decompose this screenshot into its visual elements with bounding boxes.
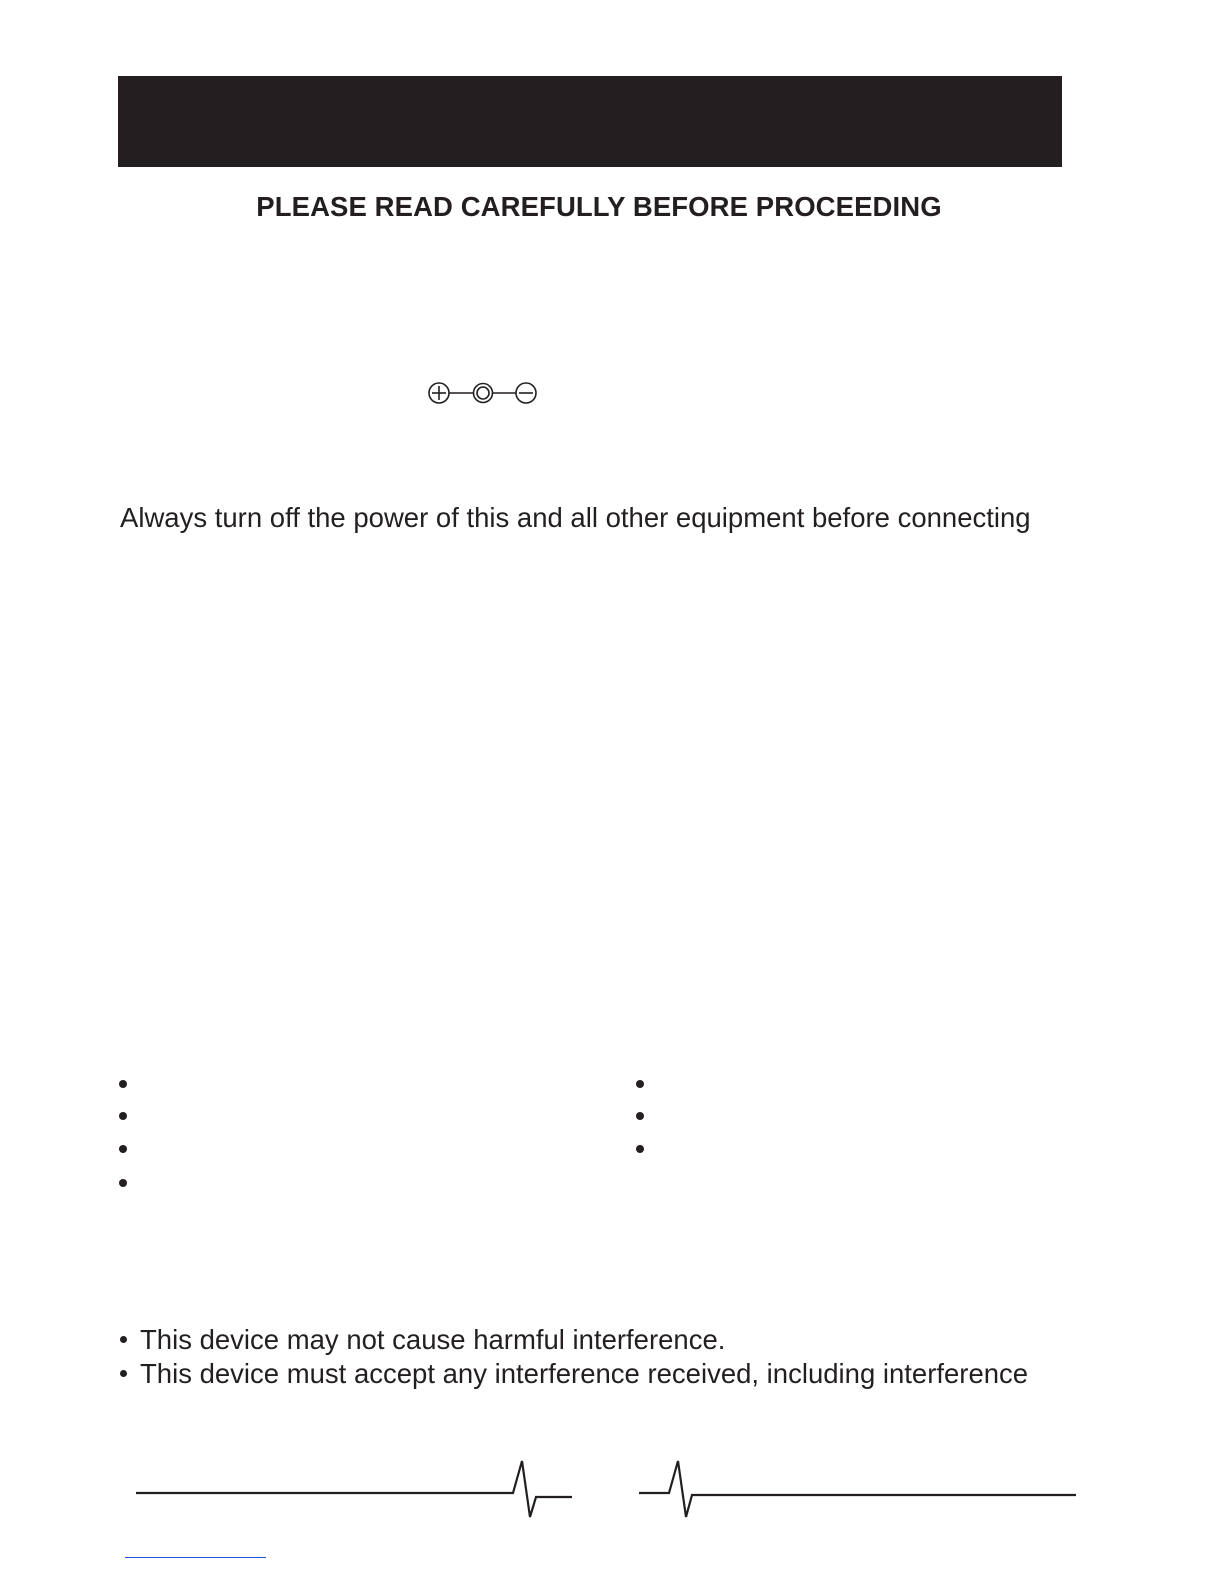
fcc-item xyxy=(120,1324,725,1356)
list-bullet xyxy=(120,1336,127,1343)
list-bullet xyxy=(119,1080,127,1088)
fcc-item-text: This device may not cause harmful interference. xyxy=(140,1324,726,1355)
list-bullet xyxy=(636,1112,644,1120)
list-bullet xyxy=(119,1179,127,1187)
fcc-item xyxy=(120,1358,1028,1390)
list-bullet xyxy=(636,1145,644,1153)
list-bullet xyxy=(636,1080,644,1088)
fcc-item-text: This device must accept any interference received, including interference xyxy=(140,1358,1029,1389)
center-negative-polarity-icon xyxy=(427,380,539,406)
power-notice: Always turn off the power of this and all other equipment before connecting xyxy=(120,502,1031,533)
warning-heading: PLEASE READ CAREFULLY BEFORE PROCEEDING xyxy=(256,191,942,222)
list-bullet xyxy=(119,1112,127,1120)
list-bullet xyxy=(119,1145,127,1153)
pulse-line-icon xyxy=(130,1455,580,1525)
header-bar xyxy=(118,76,1062,167)
footer-link-underline xyxy=(125,1557,266,1558)
list-bullet xyxy=(120,1370,127,1377)
pulse-line-icon xyxy=(636,1455,1086,1525)
